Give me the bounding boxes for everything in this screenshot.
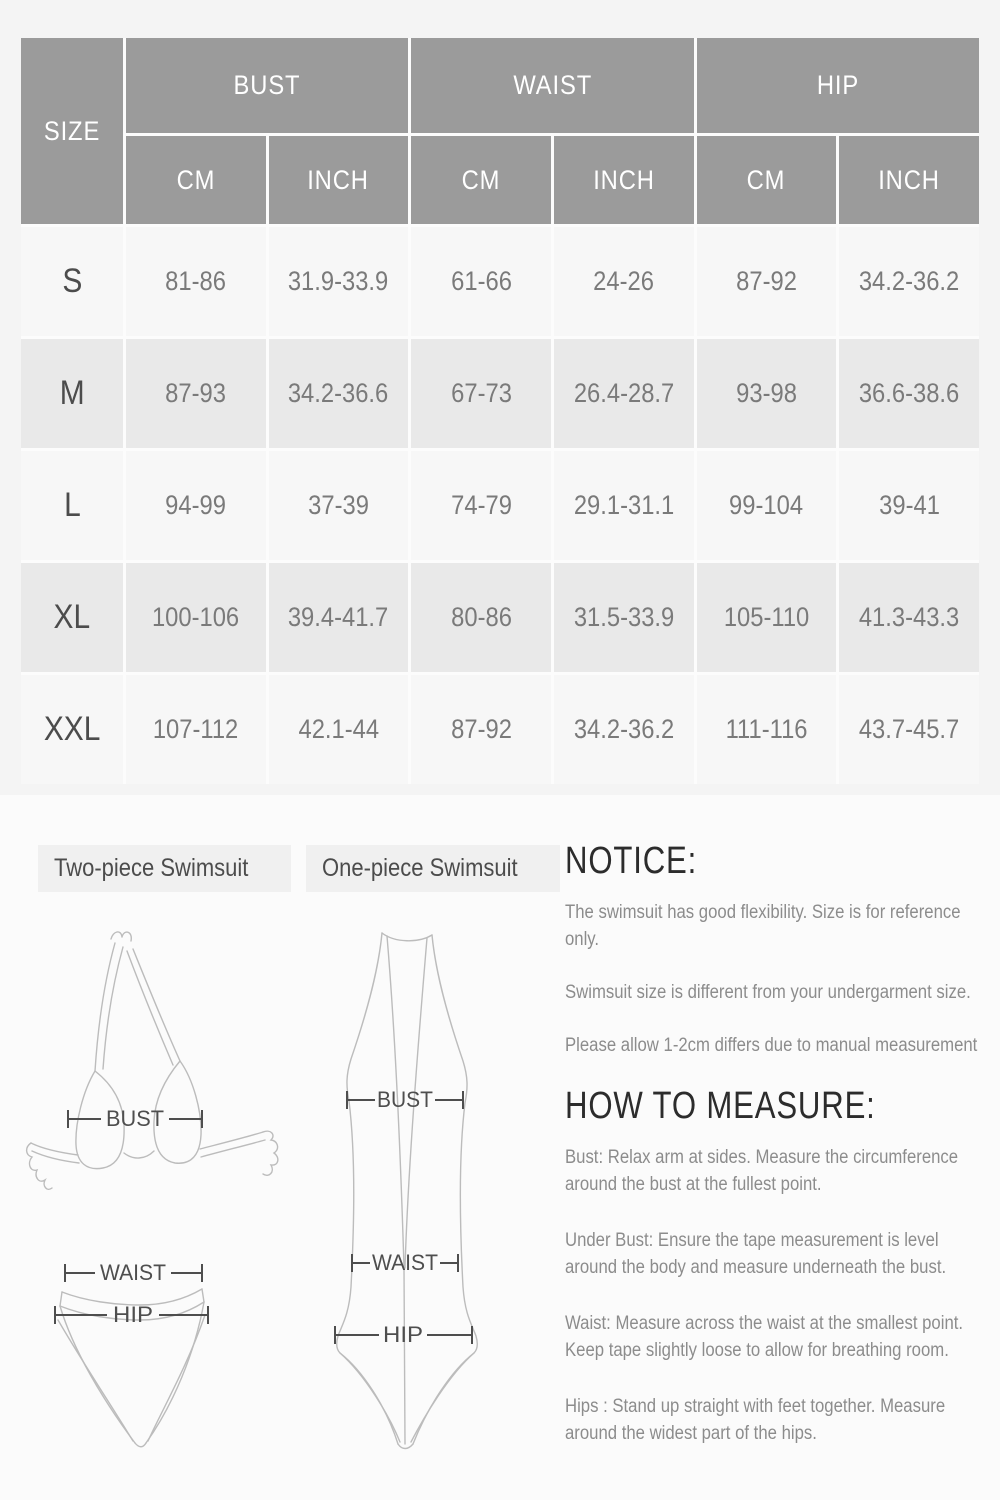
table-cell: 111-116 xyxy=(697,675,837,784)
two-piece-bottom-diagram xyxy=(45,1245,245,1495)
hip-cm-header: CM xyxy=(697,136,837,224)
size-header-label: SIZE xyxy=(43,115,101,146)
bust-group-header: BUST xyxy=(126,38,408,133)
table-row-s-size: S xyxy=(21,227,123,336)
bust-inch-header: INCH xyxy=(269,136,409,224)
one-piece-drawing xyxy=(337,933,478,1449)
two-piece-hip-label: HIP xyxy=(113,1302,153,1327)
size-table xyxy=(21,38,979,784)
table-cell: 61-66 xyxy=(411,227,551,336)
table-cell: 43.7-45.7 xyxy=(839,675,979,784)
one-piece-title: One-piece Swimsuit xyxy=(306,845,560,892)
table-cell: 87-92 xyxy=(411,675,551,784)
measure-guide-section xyxy=(0,795,1000,1500)
table-cell: 26.4-28.7 xyxy=(554,339,694,448)
table-cell: 67-73 xyxy=(411,339,551,448)
table-cell: 31.5-33.9 xyxy=(554,563,694,672)
table-cell: 29.1-31.1 xyxy=(554,451,694,560)
table-cell: 80-86 xyxy=(411,563,551,672)
notice-item: Swimsuit size is different from your undergarment size. xyxy=(565,982,971,1003)
two-piece-top-diagram xyxy=(25,927,285,1212)
measure-item-bust: Bust: Relax arm at sides. Measure the circumference around the bust at the fullest point. xyxy=(565,1147,959,1195)
table-cell: 34.2-36.2 xyxy=(554,675,694,784)
table-cell: 81-86 xyxy=(126,227,266,336)
table-cell: 74-79 xyxy=(411,451,551,560)
table-cell: 37-39 xyxy=(269,451,409,560)
measure-item-waist: Waist: Measure across the waist at the smallest point. Keep tape slightly loose to allow for breathing room. xyxy=(565,1313,964,1361)
notice-item: The swimsuit has good flexibility. Size is for reference only. xyxy=(565,902,961,950)
table-cell: 36.6-38.6 xyxy=(839,339,979,448)
table-cell: 34.2-36.2 xyxy=(839,227,979,336)
instructions-column xyxy=(565,840,995,1476)
table-cell: 87-92 xyxy=(697,227,837,336)
one-piece-hip-label: HIP xyxy=(383,1322,423,1347)
table-row-l-size: L xyxy=(21,451,123,560)
bikini-top-drawing xyxy=(27,932,278,1189)
notice-heading: NOTICE: xyxy=(565,840,698,882)
table-cell: 41.3-43.3 xyxy=(839,563,979,672)
hip-group-header: HIP xyxy=(697,38,979,133)
table-cell: 93-98 xyxy=(697,339,837,448)
waist-inch-header: INCH xyxy=(554,136,694,224)
table-cell: 107-112 xyxy=(126,675,266,784)
two-piece-waist-label: WAIST xyxy=(100,1260,166,1285)
one-piece-diagram xyxy=(315,923,505,1483)
table-cell: 100-106 xyxy=(126,563,266,672)
table-cell: 39.4-41.7 xyxy=(269,563,409,672)
two-piece-bust-label: BUST xyxy=(106,1106,164,1131)
table-cell: 34.2-36.6 xyxy=(269,339,409,448)
measure-item-under-bust: Under Bust: Ensure the tape measurement is level around the body and measure underneath the bust. xyxy=(565,1230,947,1278)
one-piece-bust-label: BUST xyxy=(377,1087,433,1112)
one-piece-waist-label: WAIST xyxy=(372,1250,438,1275)
table-row-m-size: M xyxy=(21,339,123,448)
hip-inch-header: INCH xyxy=(839,136,979,224)
table-cell: 42.1-44 xyxy=(269,675,409,784)
measure-item-hips: Hips : Stand up straight with feet together. Measure around the widest part of the hips. xyxy=(565,1396,946,1444)
bust-cm-header: CM xyxy=(126,136,266,224)
size-header-cell xyxy=(21,38,123,224)
table-cell: 87-93 xyxy=(126,339,266,448)
waist-group-header: WAIST xyxy=(411,38,693,133)
table-cell: 39-41 xyxy=(839,451,979,560)
table-cell: 31.9-33.9 xyxy=(269,227,409,336)
table-cell: 94-99 xyxy=(126,451,266,560)
waist-cm-header: CM xyxy=(411,136,551,224)
table-cell: 24-26 xyxy=(554,227,694,336)
table-row-xl-size: XL xyxy=(21,563,123,672)
notice-item: Please allow 1-2cm differs due to manual measurement xyxy=(565,1035,978,1056)
how-to-measure-heading: HOW TO MEASURE: xyxy=(565,1085,876,1127)
table-cell: 99-104 xyxy=(697,451,837,560)
table-cell: 105-110 xyxy=(697,563,837,672)
table-row-xxl-size: XXL xyxy=(21,675,123,784)
two-piece-title: Two-piece Swimsuit xyxy=(38,845,291,892)
